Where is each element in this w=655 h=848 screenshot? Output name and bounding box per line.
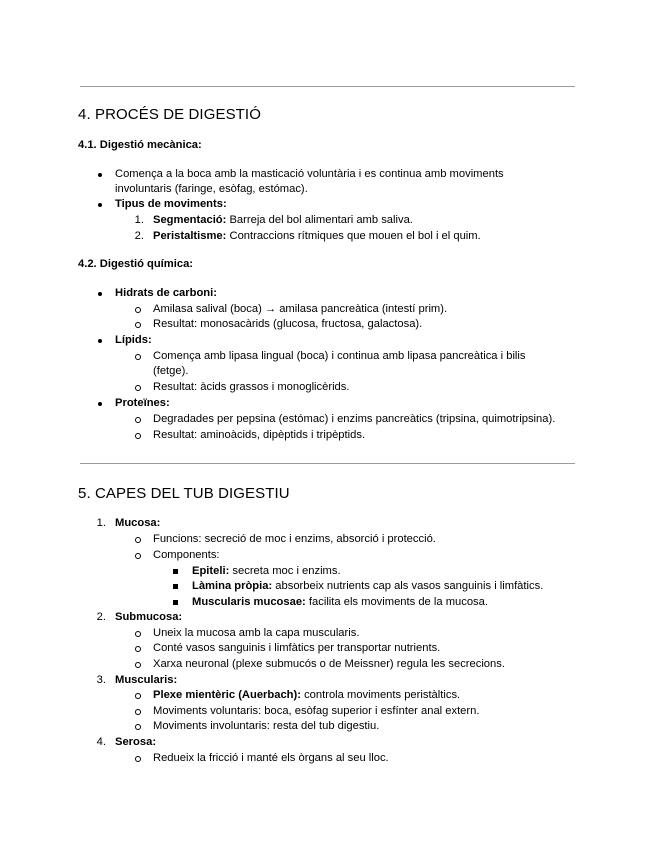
list-item-mucosa: Mucosa:	[115, 517, 161, 529]
square-bullet	[173, 600, 178, 605]
bullet	[98, 292, 102, 296]
bullet	[98, 173, 102, 177]
circle-bullet	[135, 693, 141, 699]
list-item-submucosa: Submucosa:	[115, 611, 183, 623]
list-item-proteines: Proteïnes:	[115, 397, 170, 409]
bullet	[98, 203, 102, 207]
list-item: Components:	[153, 549, 220, 561]
list-item-serosa: Serosa:	[115, 736, 157, 748]
number-marker: 2.	[96, 611, 106, 623]
list-item: Moviments voluntaris: boca, esòfag superior i esfínter anal extern.	[153, 705, 480, 717]
list-item-tipus: Tipus de moviments:	[115, 198, 227, 210]
bullet	[98, 339, 102, 343]
section-5-title: 5. CAPES DEL TUB DIGESTIU	[78, 485, 290, 502]
list-item-muscularis-mucosae: Muscularis mucosae: facilita els moviments de la mucosa.	[192, 596, 488, 608]
divider-middle	[80, 463, 575, 464]
list-item: Uneix la mucosa amb la capa muscularis.	[153, 627, 360, 639]
list-item-continuation: (fetge).	[153, 365, 189, 377]
heading-digestio-quimica: 4.2. Digestió química:	[78, 258, 194, 270]
list-item: Funcions: secreció de moc i enzims, absorció i protecció.	[153, 533, 436, 545]
list-item-lamina: Làmina pròpia: absorbeix nutrients cap als vasos sanguinis i limfàtics.	[192, 580, 544, 592]
list-item: Resultat: àcids grassos i monoglicèrids.	[153, 381, 350, 393]
heading-digestio-mecanica: 4.1. Digestió mecànica:	[78, 139, 202, 151]
list-item-segmentacio: Segmentació: Barreja del bol alimentari amb saliva.	[153, 214, 413, 226]
list-item: Conté vasos sanguinis i limfàtics per transportar nutrients.	[153, 642, 441, 654]
number-marker: 4.	[96, 736, 106, 748]
square-bullet	[173, 584, 178, 589]
bullet	[98, 402, 102, 406]
circle-bullet	[135, 433, 141, 439]
list-item-hidrats: Hidrats de carboni:	[115, 287, 217, 299]
list-item: Comença a la boca amb la masticació voluntària i es continua amb moviments	[115, 168, 504, 180]
list-item: Degradades per pepsina (estómac) i enzims pancreàtics (tripsina, quimotripsina).	[153, 413, 556, 425]
circle-bullet	[135, 322, 141, 328]
list-item: Moviments involuntaris: resta del tub digestiu.	[153, 720, 380, 732]
circle-bullet	[135, 553, 141, 559]
circle-bullet	[135, 709, 141, 715]
list-item: Amilasa salival (boca) → amilasa pancreàtica (intestí prim).	[153, 303, 448, 315]
circle-bullet	[135, 756, 141, 762]
number-marker: 2.	[134, 230, 144, 242]
circle-bullet	[135, 417, 141, 423]
circle-bullet	[135, 354, 141, 360]
list-item: Resultat: aminoàcids, dipèptids i tripèptids.	[153, 429, 366, 441]
list-item-muscularis: Muscularis:	[115, 674, 178, 686]
number-marker: 3.	[96, 674, 106, 686]
divider-top	[80, 86, 575, 87]
number-marker: 1.	[134, 214, 144, 226]
list-item-plexe: Plexe mientèric (Auerbach): controla moviments peristàltics.	[153, 689, 461, 701]
circle-bullet	[135, 307, 141, 313]
list-item: Xarxa neuronal (plexe submucós o de Meissner) regula les secrecions.	[153, 658, 505, 670]
circle-bullet	[135, 662, 141, 668]
list-item-lipids: Lípids:	[115, 334, 152, 346]
list-item: Comença amb lipasa lingual (boca) i continua amb lipasa pancreàtica i bilis	[153, 350, 526, 362]
number-marker: 1.	[96, 517, 106, 529]
section-4-title: 4. PROCÉS DE DIGESTIÓ	[78, 106, 261, 123]
circle-bullet	[135, 631, 141, 637]
square-bullet	[173, 569, 178, 574]
list-item: Resultat: monosacàrids (glucosa, fructosa, galactosa).	[153, 318, 423, 330]
list-item-epiteli: Epiteli: secreta moc i enzims.	[192, 565, 341, 577]
list-item: Redueix la fricció i manté els òrgans al seu lloc.	[153, 752, 389, 764]
list-item-continuation: involuntaris (faringe, esòfag, estómac).	[115, 183, 308, 195]
circle-bullet	[135, 724, 141, 730]
list-item-peristaltisme: Peristaltisme: Contraccions rítmiques que mouen el bol i el quim.	[153, 230, 481, 242]
circle-bullet	[135, 385, 141, 391]
circle-bullet	[135, 537, 141, 543]
circle-bullet	[135, 646, 141, 652]
